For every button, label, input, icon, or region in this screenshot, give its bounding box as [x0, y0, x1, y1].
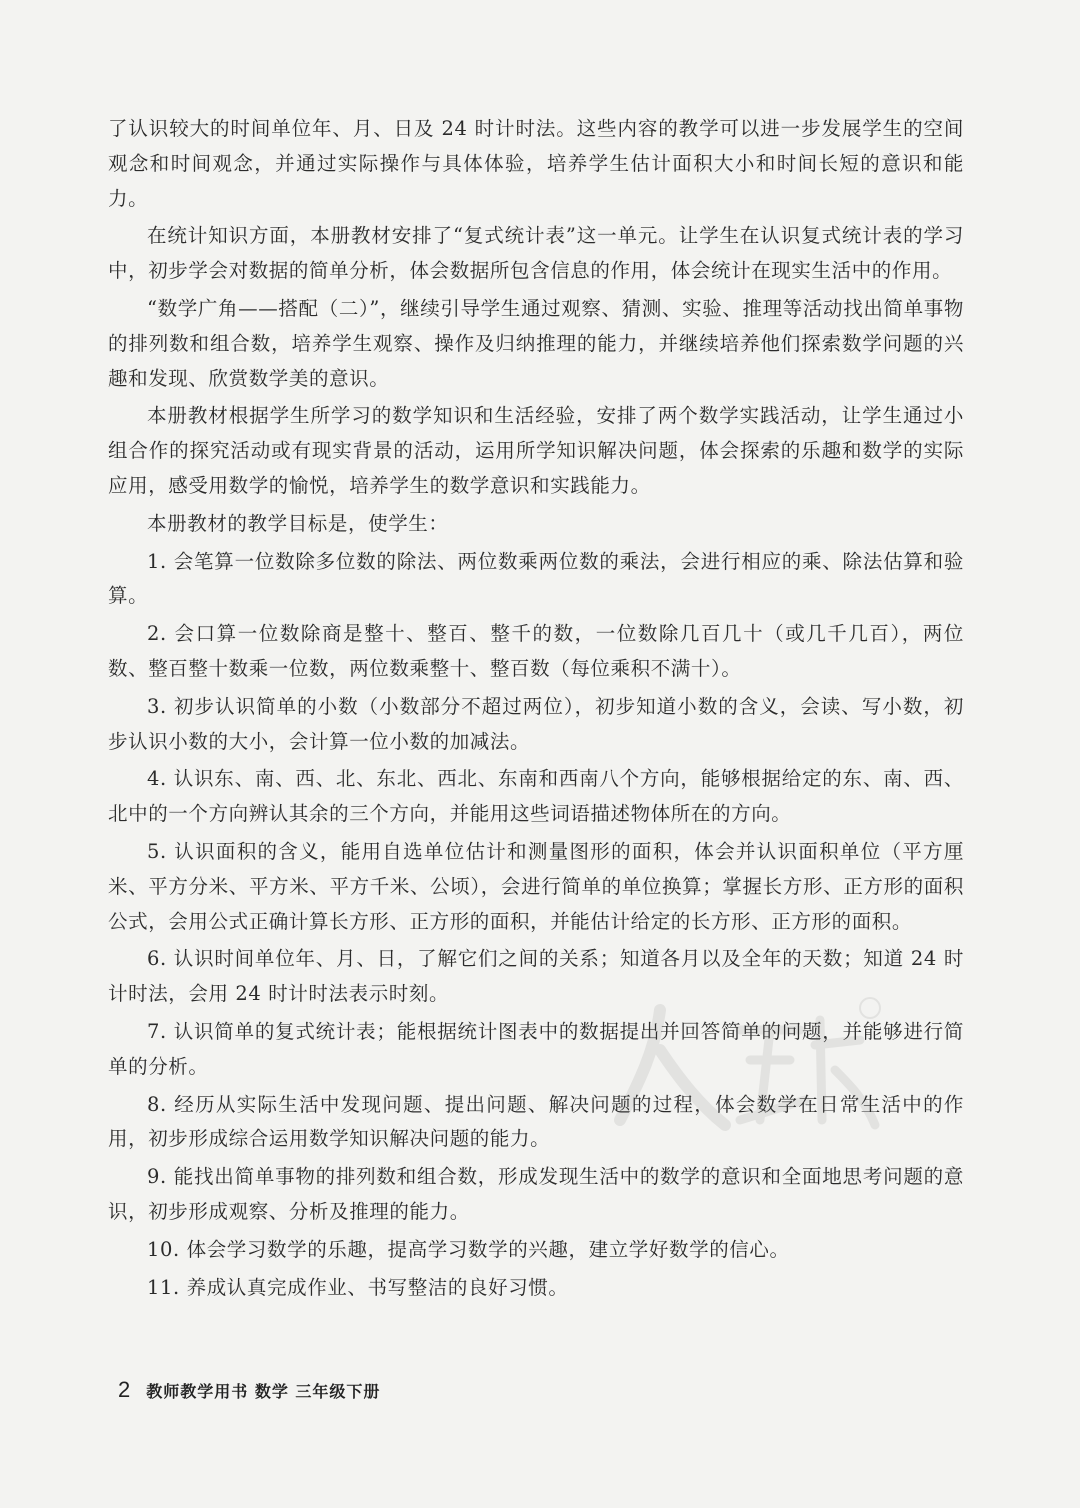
objective-item-5: 5. 认识面积的含义，能用自选单位估计和测量图形的面积，体会并认识面积单位（平方厘米、平方分米、平方米、平方千米、公顷），会进行简单的单位换算；掌握长方形、正方形的面积公式，会用公式正确计算长方形、正方形的面积，并能估计给定的长方形、正方形的面积。: [108, 839, 964, 933]
objective-item-9: 9. 能找出简单事物的排列数和组合数，形成发现生活中的数学的意识和全面地思考问题的意识，初步形成观察、分析及推理的能力。: [108, 1165, 964, 1223]
page-footer: [118, 1377, 380, 1403]
body-text: [108, 112, 964, 1308]
objective-item-4: 4. 认识东、南、西、北、东北、西北、东南和西南八个方向，能够根据给定的东、南、西、北中的一个方向辨认其余的三个方向，并能用这些词语描述物体所在的方向。: [108, 767, 964, 826]
page-number: 2: [118, 1377, 131, 1402]
objective-item-10: 10. 体会学习数学的乐趣，提高学习数学的兴趣，建立学好数学的信心。: [147, 1237, 790, 1261]
paragraph-statistics: 在统计知识方面，本册教材安排了“复式统计表”这一单元。让学生在认识复式统计表的学习中，初步学会对数据的简单分析，体会数据所包含信息的作用，体会统计在现实生活中的作用。: [108, 224, 964, 283]
objective-item-8: 8. 经历从实际生活中发现问题、提出问题、解决问题的过程，体会数学在日常生活中的作用，初步形成综合运用数学知识解决问题的能力。: [108, 1092, 964, 1151]
paragraph-intro-continued: 了认识较大的时间单位年、月、日及 24 时计时法。这些内容的教学可以进一步发展学生的空间观念和时间观念，并通过实际操作与具体体验，培养学生估计面积大小和时间长短的意识和能力。: [108, 117, 964, 210]
objective-item-11: 11. 养成认真完成作业、书写整洁的良好习惯。: [147, 1275, 569, 1299]
paragraph-math-corner: “数学广角——搭配（二）”，继续引导学生通过观察、猜测、实验、推理等活动找出简单事物的排列数和组合数，培养学生观察、操作及归纳推理的能力，并继续培养他们探索数学问题的兴趣和发现、欣赏数学美的意识。: [108, 296, 964, 390]
paragraph-practice-activities: 本册教材根据学生所学习的数学知识和生活经验，安排了两个数学实践活动，让学生通过小组合作的探究活动或有现实背景的活动，运用所学知识解决问题，体会探索的乐趣和数学的实际应用，感受用数学的愉悦，培养学生的数学意识和实践能力。: [108, 404, 964, 497]
objective-item-7: 7. 认识简单的复式统计表；能根据统计图表中的数据提出并回答简单的问题，并能够进行简单的分析。: [108, 1019, 964, 1078]
objective-item-3: 3. 初步认识简单的小数（小数部分不超过两位），初步知道小数的含义，会读、写小数，初步认识小数的大小，会计算一位小数的加减法。: [108, 694, 964, 753]
objective-item-2: 2. 会口算一位数除商是整十、整百、整千的数，一位数除几百几十（或几千几百），两位数、整百整十数乘一位数，两位数乘整十、整百数（每位乘积不满十）。: [108, 622, 964, 680]
paragraph-objectives-intro: 本册教材的教学目标是，使学生：: [147, 511, 449, 535]
objective-item-1: 1. 会笔算一位数除多位数的除法、两位数乘两位数的乘法，会进行相应的乘、除法估算和验算。: [108, 549, 964, 608]
objective-item-6: 6. 认识时间单位年、月、日，了解它们之间的关系；知道各月以及全年的天数；知道 24 时计时法，会用 24 时计时法表示时刻。: [108, 947, 964, 1006]
running-footer-title: 教师教学用书 数学 三年级下册: [146, 1382, 381, 1401]
